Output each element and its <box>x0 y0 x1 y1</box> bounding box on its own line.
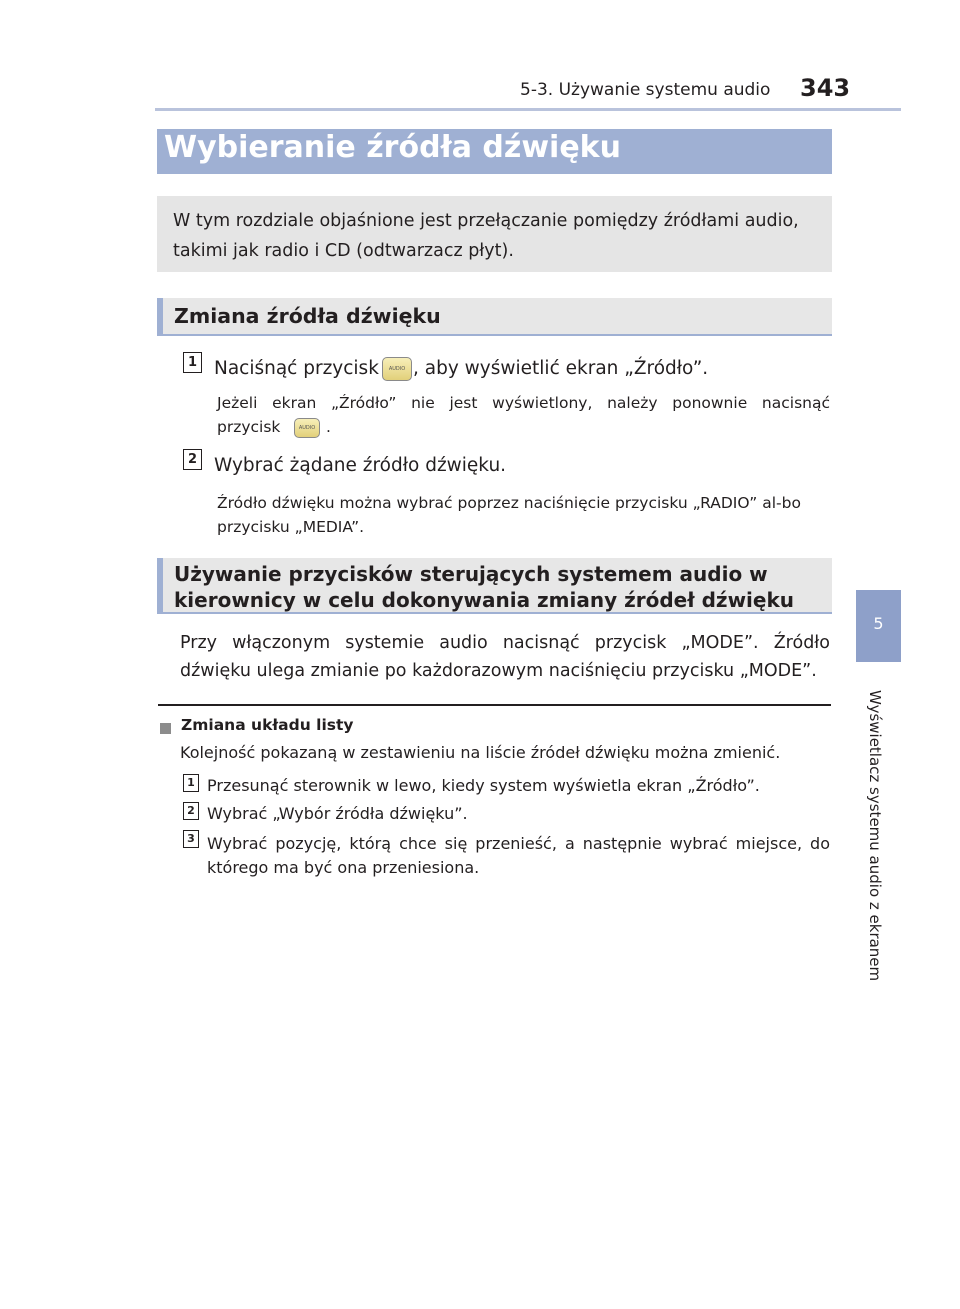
section-heading: Używanie przycisków sterujących systemem audio w kierownicy w celu dokonywania zmiany źródeł dźwięku <box>174 562 794 612</box>
step-number-box: 1 <box>183 352 202 373</box>
section-heading: Zmiana źródła dźwięku <box>174 304 441 328</box>
body-paragraph: Przy włączonym systemie audio nacisnąć przycisk „MODE”. Źródło dźwięku ulega zmianie po każdorazowym naciśnięciu przycisku „MODE”. <box>180 633 830 681</box>
step-text: Naciśnąć przycisk <box>214 358 379 379</box>
audio-button-icon: AUDIO <box>382 357 412 381</box>
divider <box>158 704 831 706</box>
step-number-box: 1 <box>183 774 199 792</box>
running-header: 5-3. Używanie systemu audio <box>520 80 771 100</box>
step-number-box: 2 <box>183 802 199 820</box>
intro-text: W tym rozdziale objaśnione jest przełączanie pomiędzy źródłami audio, takimi jak radio i CD (odtwarzacz płyt). <box>173 211 799 261</box>
step-number-box: 3 <box>183 830 199 848</box>
bullet-title: Zmiana układu listy <box>181 716 354 734</box>
step-number-box: 2 <box>183 449 202 470</box>
list-item: Przesunąć sterownik w lewo, kiedy system wyświetla ekran „Źródło”. <box>207 776 760 795</box>
header-rule <box>155 108 901 111</box>
chapter-number: 5 <box>873 614 884 633</box>
step-text-continued: , aby wyświetlić ekran „Źródło”. <box>413 358 709 379</box>
bullet-text: Kolejność pokazaną w zestawieniu na liście źródeł dźwięku można zmienić. <box>180 743 781 762</box>
step-note-end: . <box>326 418 331 436</box>
step-note-continued: przycisk <box>217 418 281 436</box>
step-text: Wybrać żądane źródło dźwięku. <box>214 455 507 476</box>
page-title: Wybieranie źródła dźwięku <box>164 130 621 165</box>
list-item: Wybrać „Wybór źródła dźwięku”. <box>207 804 468 823</box>
chapter-vertical-label: Wyświetlacz systemu audio z ekranem <box>866 690 884 982</box>
step-note: Źródło dźwięku można wybrać poprzez naciśnięcie przycisku „RADIO” al-bo przycisku „MEDIA”. <box>217 494 801 536</box>
page-number: 343 <box>800 74 851 102</box>
list-item: Wybrać pozycję, którą chce się przenieść, a następnie wybrać miejsce, do którego ma być ona przeniesiona. <box>207 834 830 877</box>
step-note: Jeżeli ekran „Źródło” nie jest wyświetlony, należy ponownie nacisnąć <box>217 394 830 412</box>
square-bullet-icon <box>160 723 171 734</box>
audio-button-icon: AUDIO <box>294 418 320 438</box>
